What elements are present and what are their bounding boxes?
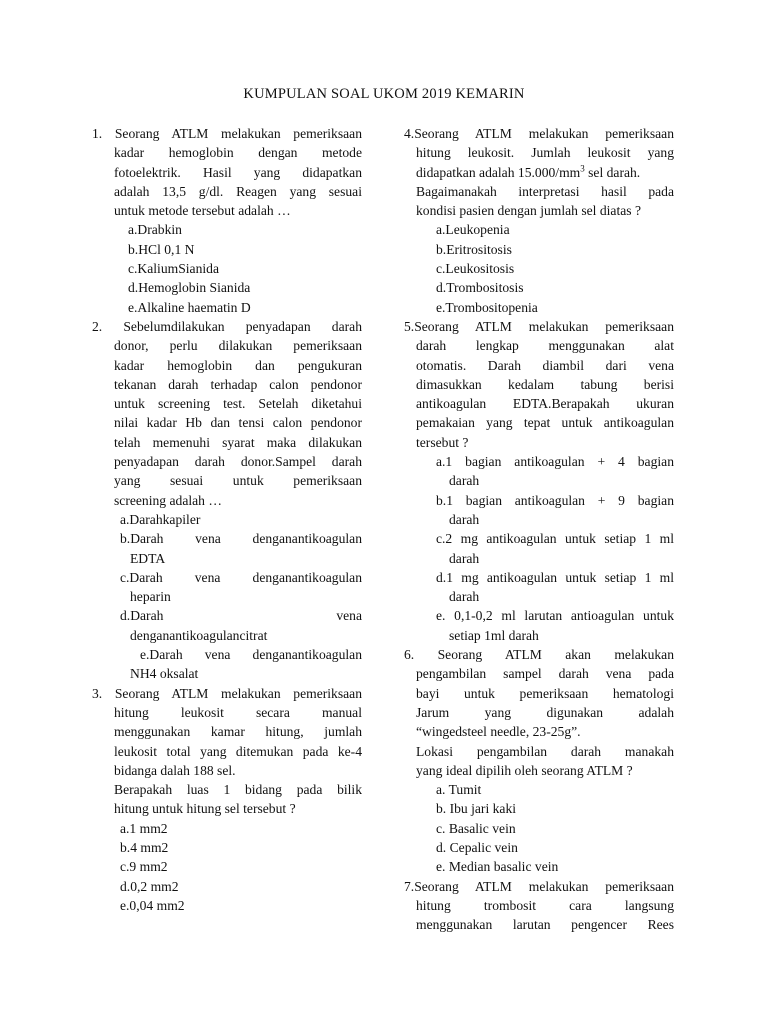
page-title: KUMPULAN SOAL UKOM 2019 KEMARIN: [243, 86, 525, 102]
text-line: menggunakan larutan pengencer Rees: [416, 917, 674, 933]
text-line: untuk metode tersebut adalah …: [114, 203, 291, 219]
text-line: c.Leukositosis: [436, 261, 515, 277]
text-line: darah: [449, 589, 480, 605]
text-line: denganantikoagulancitrat: [130, 627, 268, 643]
left-column: [92, 124, 362, 915]
text-line: e. Median basalic vein: [436, 859, 559, 875]
text-line: c.9 mm2: [120, 859, 168, 875]
text-line: a.Drabkin: [128, 222, 182, 238]
text-line: a.1 bagian antikoagulan + 4 bagian: [436, 454, 674, 470]
text-line: b.Eritrositosis: [436, 241, 512, 257]
text-line: a.1 mm2: [120, 820, 168, 836]
text-line: d.Trombositosis: [436, 280, 524, 296]
text-line: c.2 mg antikoagulan untuk setiap 1 ml: [436, 531, 674, 547]
text-line: 4.Seorang ATLM melakukan pemeriksaan: [404, 126, 674, 141]
text-line: telah memenuhi syarat maka dilakukan: [114, 434, 362, 450]
text-line: adalah 13,5 g/dl. Reagen yang sesuai: [114, 183, 362, 199]
text-line: hitung leukosit. Jumlah leukosit yang: [416, 145, 674, 161]
text-line: d.1 mg antikoagulan untuk setiap 1 ml: [436, 569, 674, 585]
text-line: b.1 bagian antikoagulan + 9 bagian: [436, 492, 674, 508]
text-line: penyadapan darah donor.Sampel darah: [114, 454, 362, 470]
text-line: darah: [449, 550, 480, 566]
text-line: e.Alkaline haematin D: [128, 299, 251, 315]
text-line: darah: [449, 473, 480, 489]
text-line: screening adalah …: [114, 492, 222, 508]
text-line: Bagaimanakah interpretasi hasil pada: [416, 183, 674, 199]
text-line: yang ideal dipilih oleh seorang ATLM ?: [416, 762, 633, 778]
text-line: EDTA: [130, 550, 166, 566]
text-line: otomatis. Darah diambil dari vena: [416, 357, 674, 373]
text-line: dimasukkan kedalam tabung berisi: [416, 376, 674, 392]
text-line: kondisi pasien dengan jumlah sel diatas ?: [416, 203, 642, 219]
text-line: kadar hemoglobin dan pengukuran: [114, 357, 362, 373]
text-line: leukosit total yang ditemukan pada ke-4: [114, 743, 362, 759]
text-line: e.0,04 mm2: [120, 897, 185, 913]
text-line: darah: [449, 511, 480, 527]
text-line: bayi untuk pemeriksaan hematologi: [416, 685, 674, 701]
text-line: c.Darah vena denganantikoagulan: [120, 569, 362, 585]
text-line: d.0,2 mm2: [120, 878, 179, 894]
text-line: “wingedsteel needle, 23-25g”.: [416, 724, 581, 740]
text-line: a.Leukopenia: [436, 222, 510, 238]
text-line: donor, perlu dilakukan pemeriksaan: [114, 338, 362, 354]
text-line: 5.Seorang ATLM melakukan pemeriksaan: [404, 318, 674, 334]
text-line: b.4 mm2: [120, 839, 169, 855]
text-line: d. Cepalic vein: [436, 839, 518, 855]
text-line: menggunakan kamar hitung, jumlah: [114, 724, 362, 740]
text-line: 7.Seorang ATLM melakukan pemeriksaan: [404, 878, 674, 894]
text-line: c.KaliumSianida: [128, 261, 219, 277]
text-line: a.Darahkapiler: [120, 511, 201, 527]
text-line: pengambilan sampel darah vena pada: [416, 666, 674, 682]
superscript: 3: [580, 163, 585, 174]
text-line: heparin: [130, 589, 171, 605]
text-line: tersebut ?: [416, 434, 469, 450]
right-column: [404, 124, 674, 934]
text-line: tekanan darah terhadap calon pendonor: [114, 376, 362, 392]
text-line: e.Trombositopenia: [436, 299, 538, 315]
text-line: b.Darah vena denganantikoagulan: [120, 531, 362, 547]
text-line: yang sesuai untuk pemeriksaan: [114, 473, 362, 489]
text-line: b. Ibu jari kaki: [436, 801, 517, 817]
text-line: antikoagulan EDTA.Berapakah ukuran: [416, 396, 674, 412]
text-line: setiap 1ml darah: [449, 627, 539, 643]
text-line: Lokasi pengambilan darah manakah: [416, 743, 674, 759]
text-line: d.Hemoglobin Sianida: [128, 280, 251, 296]
text-line: kadar hemoglobin dengan metode: [114, 145, 362, 161]
text-line: c. Basalic vein: [436, 820, 516, 836]
text-line: fotoelektrik. Hasil yang didapatkan: [114, 164, 362, 180]
text-line: e.Darah vena denganantikoagulan: [140, 647, 362, 663]
text-line: untuk screening test. Setelah diketahui: [114, 396, 362, 412]
text-line: hitung untuk hitung sel tersebut ?: [114, 801, 296, 817]
text-line: hitung leukosit secara manual: [114, 704, 362, 720]
text-line: nilai kadar Hb dan tensi calon pendonor: [114, 415, 362, 431]
text-line: 1. Seorang ATLM melakukan pemeriksaan: [92, 126, 362, 141]
text-line: 6. Seorang ATLM akan melakukan: [404, 647, 674, 663]
text-line: b.HCl 0,1 N: [128, 241, 195, 257]
text-line: didapatkan adalah $15.000/mm^3$ sel darah.: [416, 163, 641, 180]
text-line: Berapakah luas 1 bidang pada bilik: [114, 782, 362, 798]
text-line: pemakaian yang tepat untuk antikoagulan: [416, 415, 674, 431]
text-continuation: sel darah.: [584, 164, 641, 180]
text-line: a. Tumit: [436, 782, 482, 798]
text-line: d.Darah vena: [120, 608, 362, 624]
text-line: 2. Sebelumdilakukan penyadapan darah: [92, 318, 362, 334]
text-line: NH4 oksalat: [130, 666, 199, 682]
text-line: 3. Seorang ATLM melakukan pemeriksaan: [92, 685, 362, 701]
text-line: hitung trombosit cara langsung: [416, 897, 674, 913]
text-line: darah lengkap menggunakan alat: [416, 338, 674, 354]
text-line: e. 0,1-0,2 ml larutan antioagulan untuk: [436, 608, 674, 624]
text-line: Jarum yang digunakan adalah: [416, 704, 674, 720]
text-line: bidanga dalah 188 sel.: [114, 762, 236, 778]
